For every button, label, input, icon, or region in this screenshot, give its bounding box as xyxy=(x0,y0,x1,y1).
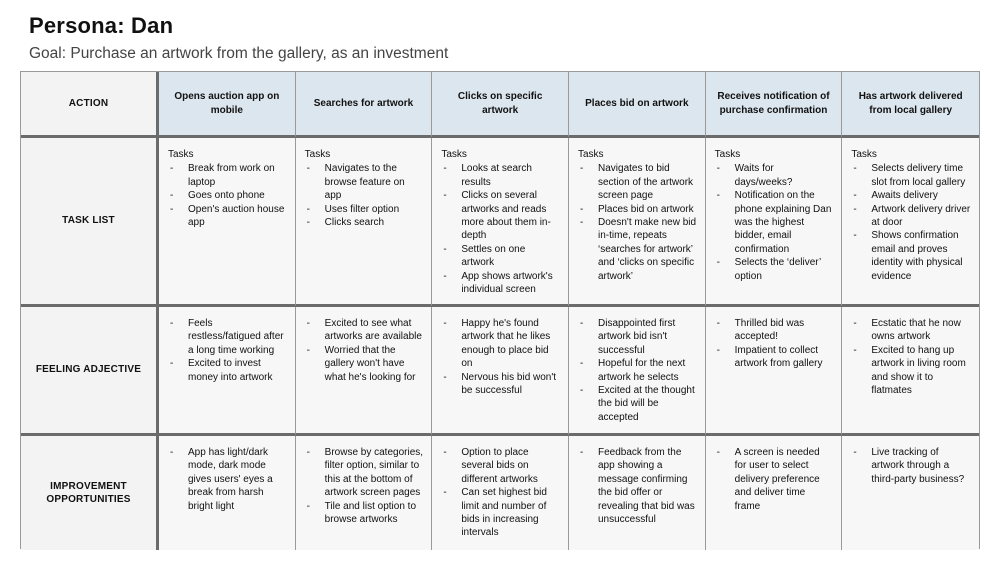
bullet-list xyxy=(441,162,560,296)
table-cell xyxy=(296,436,433,550)
column-header: Places bid on artwork xyxy=(569,72,706,138)
bullet-list xyxy=(578,317,697,424)
table-cell xyxy=(159,307,296,436)
list-item: - Browse by categories, filter option, similar to this at the bottom of artwork screen pages xyxy=(305,446,424,500)
column-header: Receives notification of purchase confirmation xyxy=(706,72,843,138)
table-cell xyxy=(432,436,569,550)
table-cell xyxy=(296,138,433,307)
list-item: - Happy he's found artwork that he likes enough to place bid on xyxy=(441,317,560,371)
table-cell xyxy=(296,307,433,436)
list-item: - Selects delivery time slot from local gallery xyxy=(851,162,971,189)
list-item: - App shows artwork's individual screen xyxy=(441,270,560,297)
bullet-list xyxy=(715,162,834,283)
list-item: - Shows confirmation email and proves identity with physical evidence xyxy=(851,229,971,283)
list-item: - Nervous his bid won't be successful xyxy=(441,371,560,398)
tasks-heading: Tasks xyxy=(168,149,194,160)
list-item: - Navigates to the browse feature on app xyxy=(305,162,424,202)
table-cell xyxy=(569,138,706,307)
list-item: - Waits for days/weeks? xyxy=(715,162,834,189)
column-header: Has artwork delivered from local gallery xyxy=(842,72,979,138)
bullet-list xyxy=(851,162,971,283)
bullet-list xyxy=(441,317,560,397)
list-item: - Disappointed first artwork bid isn't successful xyxy=(578,317,697,357)
bullet-list xyxy=(578,446,697,526)
bullet-list xyxy=(578,162,697,283)
bullet-list xyxy=(441,446,560,540)
bullet-list xyxy=(168,162,287,229)
bullet-list xyxy=(305,446,424,526)
list-item: - Clicks search xyxy=(305,216,424,229)
column-header: Clicks on specific artwork xyxy=(432,72,569,138)
tasks-heading: Tasks xyxy=(714,149,741,160)
list-item: - Places bid on artwork xyxy=(578,203,697,216)
list-item: - Clicks on several artworks and reads more about them in-depth xyxy=(441,189,560,243)
list-item: - Break from work on laptop xyxy=(168,162,287,189)
tasks-heading: Tasks xyxy=(441,149,467,160)
persona-title: Persona: Dan xyxy=(29,13,174,38)
list-item: - Doesn't make new bid in-time, repeats ‘searches for artwork’ and ‘clicks on specific artwork’ xyxy=(578,216,697,283)
row-header: TASK LIST xyxy=(21,138,159,307)
list-item: - A screen is needed for user to select delivery preference and deliver time frame xyxy=(715,446,834,513)
list-item: - Excited at the thought the bid will be accepted xyxy=(578,384,697,424)
list-item: - Can set highest bid limit and number of bids in increasing intervals xyxy=(441,486,560,540)
list-item: - Thrilled bid was accepted! xyxy=(715,317,834,344)
table-cell xyxy=(842,436,979,550)
persona-goal: Goal: Purchase an artwork from the gallery, as an investment xyxy=(29,45,449,62)
tasks-heading: Tasks xyxy=(304,149,331,160)
table-cell xyxy=(842,138,979,307)
list-item: - Awaits delivery xyxy=(851,189,971,202)
list-item: - Tile and list option to browse artworks xyxy=(305,500,424,527)
row-header: FEELING ADJECTIVE xyxy=(21,307,159,436)
journey-map-table xyxy=(20,71,980,549)
table-cell xyxy=(706,307,843,436)
list-item: - Hopeful for the next artwork he selects xyxy=(578,357,697,384)
list-item: - Feedback from the app showing a message confirming the bid offer or revealing that bid was unsuccessful xyxy=(578,446,697,526)
table-cell xyxy=(842,307,979,436)
table-cell xyxy=(432,307,569,436)
column-header: Searches for artwork xyxy=(296,72,433,138)
list-item: - Feels restless/fatigued after a long time working xyxy=(168,317,287,357)
bullet-list xyxy=(715,446,834,513)
table-cell xyxy=(569,307,706,436)
table-cell xyxy=(706,138,843,307)
list-item: - Excited to hang up artwork in living room and show it to flatmates xyxy=(851,344,971,398)
bullet-list xyxy=(851,317,971,397)
bullet-list xyxy=(168,446,287,513)
tasks-heading: Tasks xyxy=(851,149,877,160)
list-item: - Notification on the phone explaining Dan was the highest bidder, email confirmation xyxy=(715,189,834,256)
list-item: - Goes onto phone xyxy=(168,189,287,202)
corner-header: ACTION xyxy=(21,72,159,138)
list-item: - App has light/dark mode, dark mode gives users' eyes a break from harsh bright light xyxy=(168,446,287,513)
list-item: - Ecstatic that he now owns artwork xyxy=(851,317,971,344)
list-item: - Option to place several bids on different artworks xyxy=(441,446,560,486)
list-item: - Navigates to bid section of the artwork screen page xyxy=(578,162,697,202)
list-item: - Uses filter option xyxy=(305,203,424,216)
list-item: - Settles on one artwork xyxy=(441,243,560,270)
list-item: - Excited to see what artworks are available xyxy=(305,317,424,344)
column-header: Opens auction app on mobile xyxy=(159,72,296,138)
list-item: - Open's auction house app xyxy=(168,203,287,230)
list-item: - Selects the ‘deliver’ option xyxy=(715,256,834,283)
table-cell xyxy=(159,436,296,550)
table-cell xyxy=(432,138,569,307)
bullet-list xyxy=(715,317,834,371)
list-item: - Artwork delivery driver at door xyxy=(851,203,971,230)
list-item: - Excited to invest money into artwork xyxy=(168,357,287,384)
bullet-list xyxy=(305,317,424,384)
table-cell xyxy=(706,436,843,550)
bullet-list xyxy=(168,317,287,384)
list-item: - Looks at search results xyxy=(441,162,560,189)
list-item: - Live tracking of artwork through a third-party business? xyxy=(851,446,971,486)
bullet-list xyxy=(851,446,971,486)
list-item: - Impatient to collect artwork from gallery xyxy=(715,344,834,371)
list-item: - Worried that the gallery won't have what he's looking for xyxy=(305,344,424,384)
table-cell xyxy=(159,138,296,307)
bullet-list xyxy=(305,162,424,229)
table-cell xyxy=(569,436,706,550)
row-header: IMPROVEMENT OPPORTUNITIES xyxy=(21,436,159,550)
tasks-heading: Tasks xyxy=(578,149,604,160)
